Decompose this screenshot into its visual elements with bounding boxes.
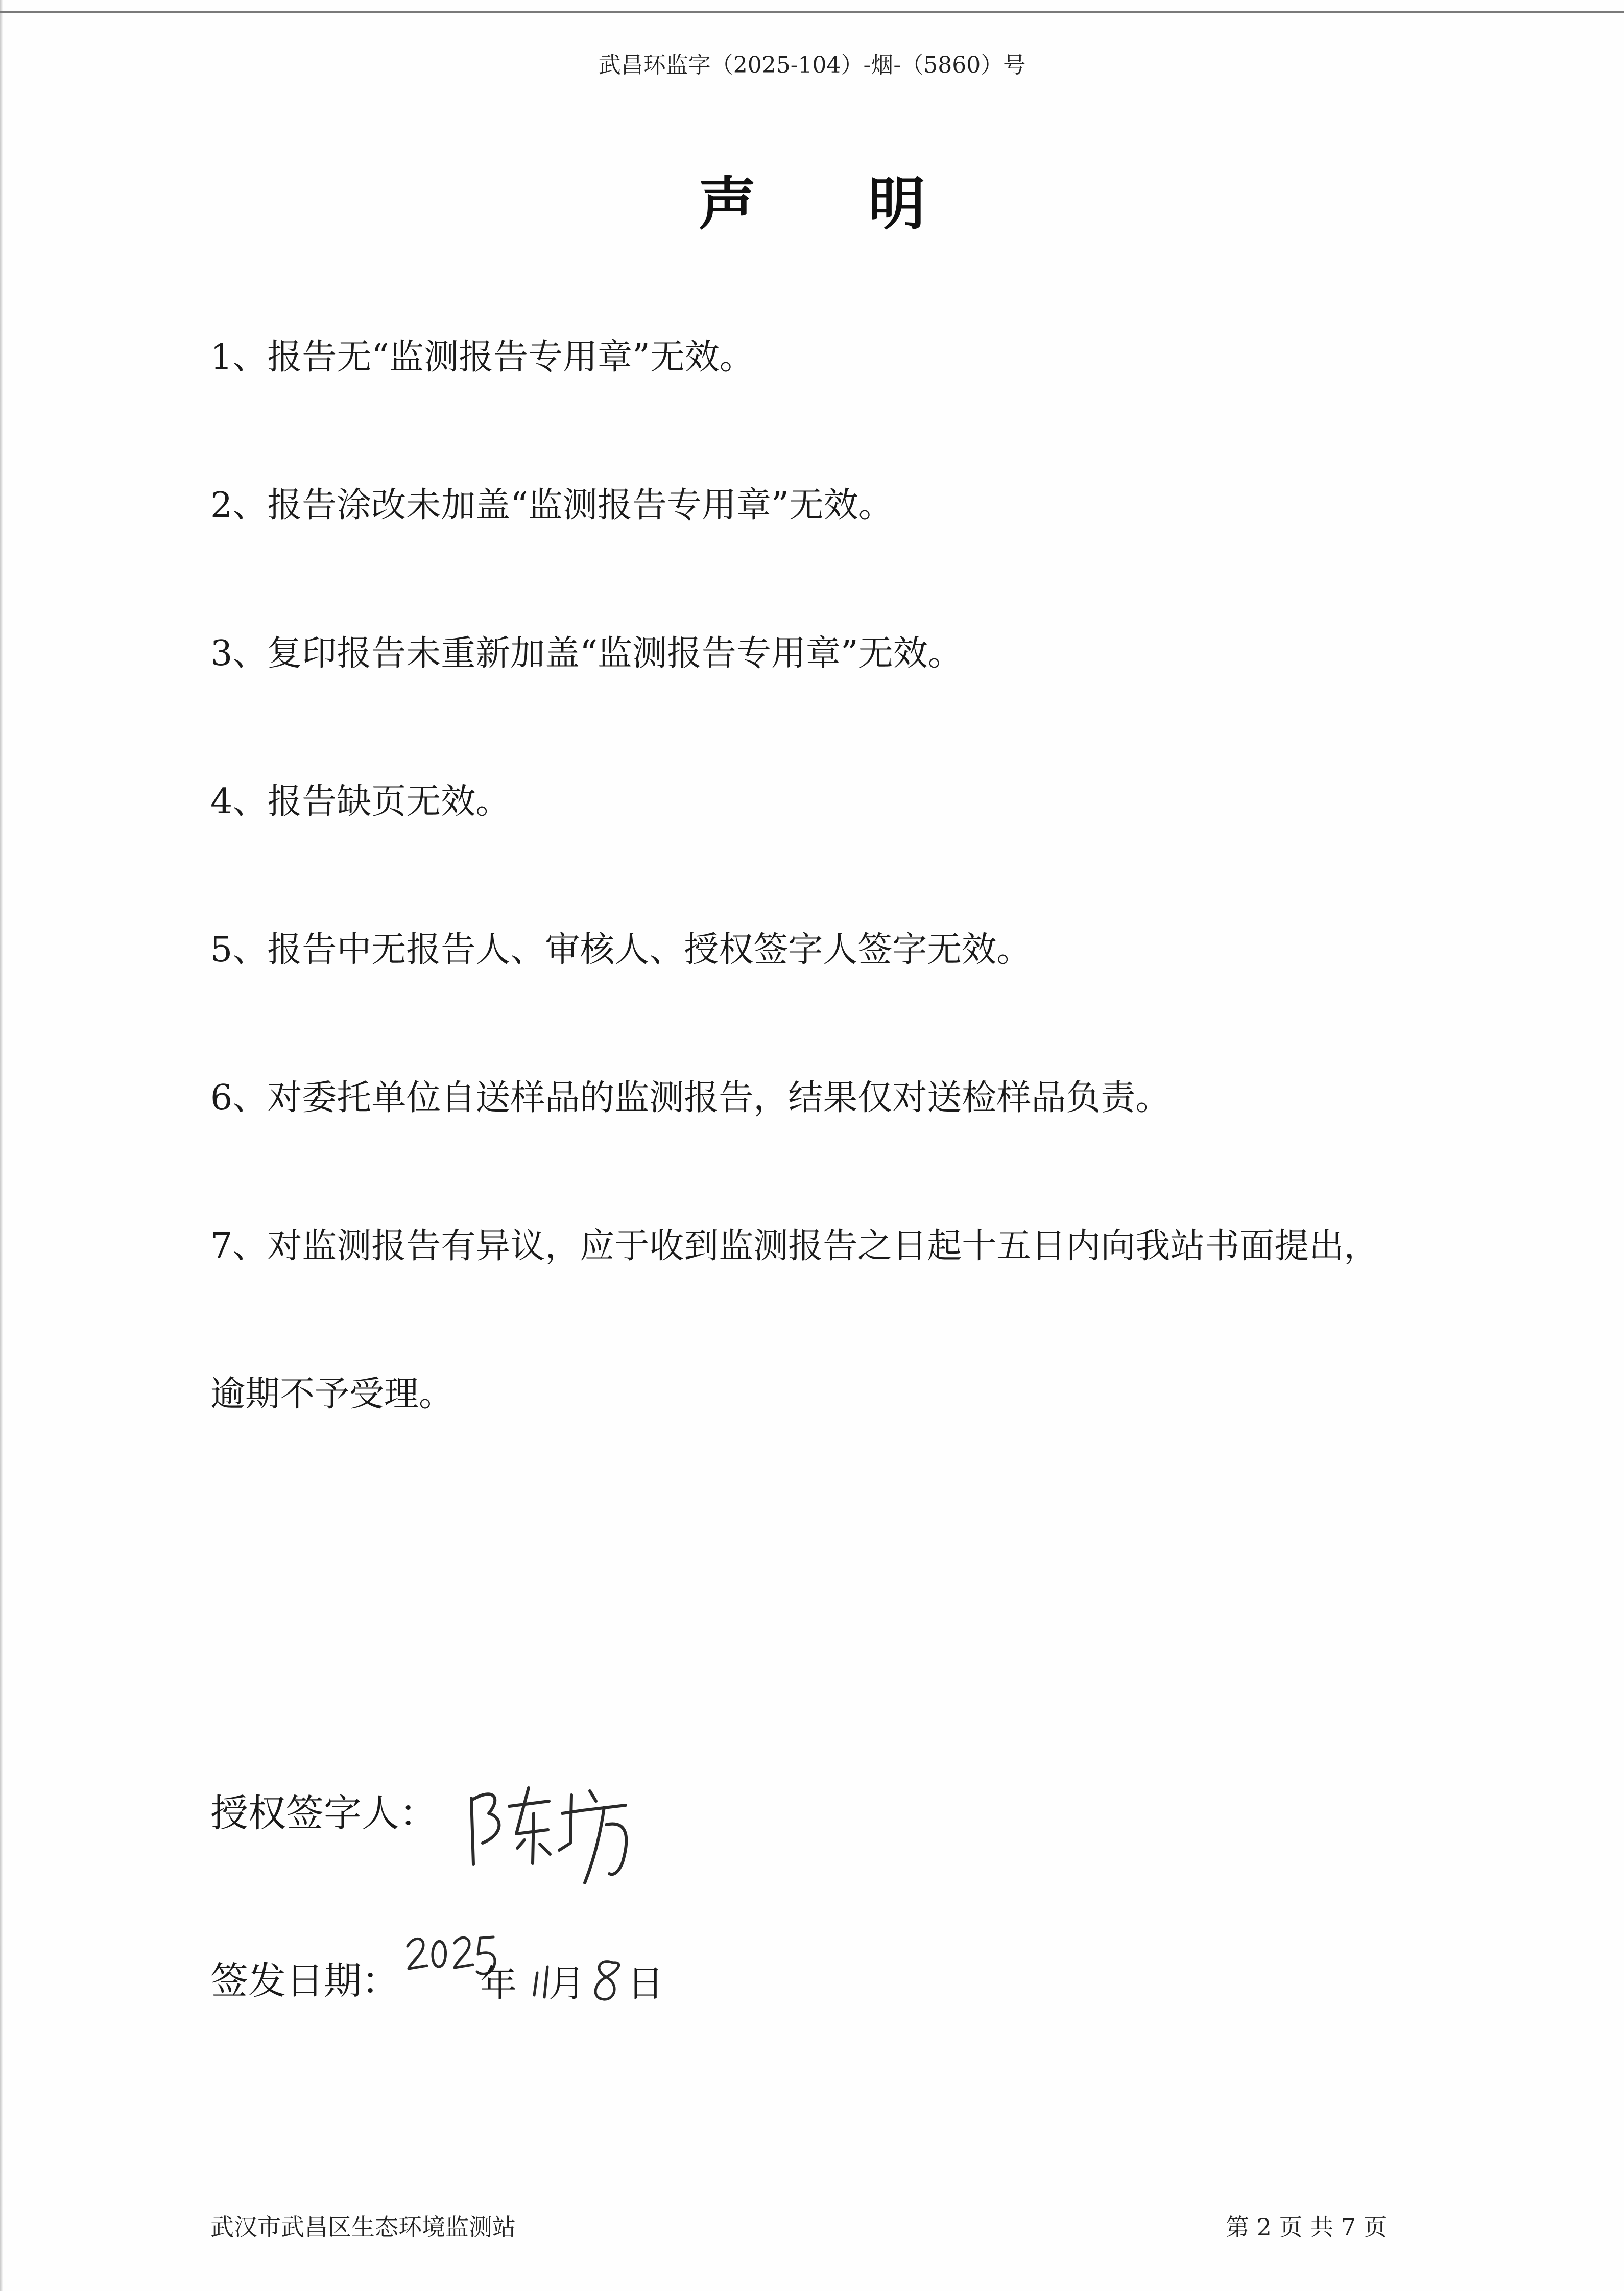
- statement-item-3: 3、复印报告未重新加盖“监测报告专用章”无效。: [210, 633, 963, 674]
- statement-item-7-continuation: 逾期不予受理。: [210, 1374, 454, 1414]
- report-number: 武昌环监字（2025-104）-烟-（5860）号: [598, 52, 1026, 78]
- statement-item-2: 2、报告涂改未加盖“监测报告专用章”无效。: [210, 485, 893, 526]
- handwritten-signature: [462, 1757, 646, 1890]
- svg-text:日: 日: [627, 1962, 664, 2005]
- handwritten-issue-date: [403, 1926, 689, 2013]
- top-rule: [0, 11, 1624, 13]
- scan-edge-shadow: [0, 0, 3, 2291]
- statement-item-7: 7、对监测报告有异议，应于收到监测报告之日起十五日内向我站书面提出，: [210, 1226, 1379, 1266]
- statement-item-1: 1、报告无“监测报告专用章”无效。: [210, 337, 754, 377]
- statement-list: [210, 335, 1462, 1418]
- statement-item-5: 5、报告中无报告人、审核人、授权签字人签字无效。: [210, 930, 1032, 970]
- footer-page-number: 第 2 页 共 7 页: [1226, 2213, 1387, 2241]
- issue-date-label: 签发日期：: [210, 1959, 399, 2003]
- signer-label: 授权签字人：: [210, 1791, 437, 1835]
- statement-item-4: 4、报告缺页无效。: [210, 782, 511, 822]
- svg-text:年: 年: [480, 1962, 517, 2005]
- footer-organization: 武汉市武昌区生态环境监测站: [210, 2213, 516, 2241]
- svg-text:月: 月: [548, 1962, 586, 2005]
- statement-item-6: 6、对委托单位自送样品的监测报告，结果仅对送检样品负责。: [210, 1078, 1171, 1118]
- page-title: 声明: [699, 171, 1038, 238]
